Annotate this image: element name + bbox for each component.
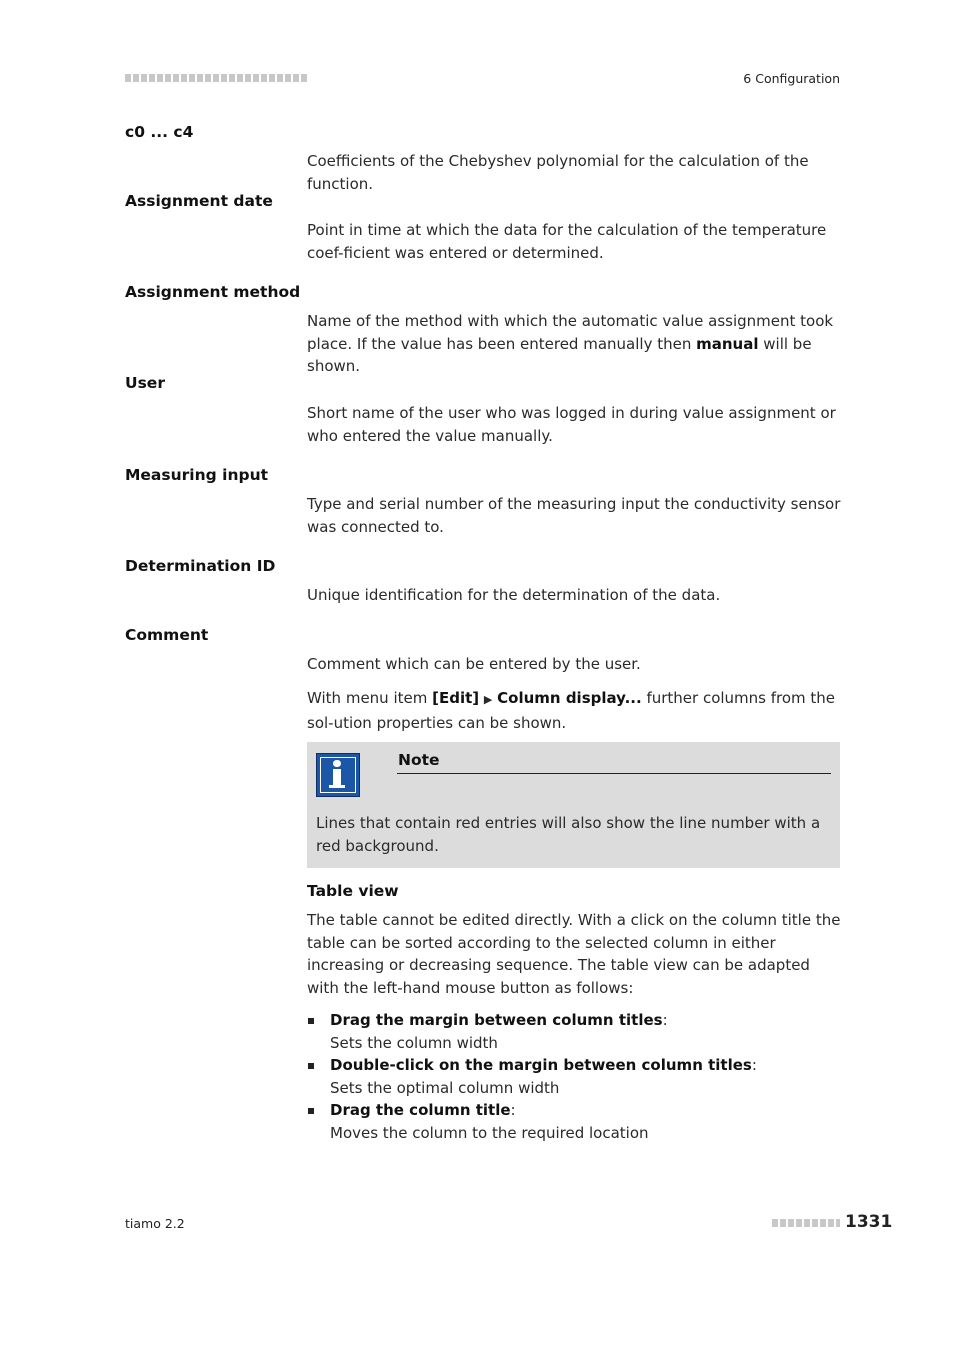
page-number: 1331 — [845, 1212, 893, 1232]
term-measuring-input: Measuring input — [125, 466, 269, 484]
bullet-icon — [308, 1063, 314, 1069]
bullet-icon — [308, 1018, 314, 1024]
table-view-heading: Table view — [307, 882, 399, 900]
term-comment: Comment — [125, 626, 209, 644]
term-c0-c4: c0 ... c4 — [125, 123, 194, 141]
list-item: Drag the margin between column titles: Sets the column width — [307, 1009, 841, 1054]
menu-arrow-icon: ▶ — [483, 693, 493, 706]
footer-product: tiamo 2.2 — [125, 1216, 185, 1231]
menu-edit: [Edit] — [432, 689, 480, 707]
menu-path-paragraph: With menu item [Edit] ▶ Column display... further columns from the sol-ution properties can be shown. — [307, 689, 836, 732]
menu-column-display: Column display... — [497, 689, 642, 707]
chapter-title: 6 Configuration — [743, 71, 840, 86]
footer-decor-bar — [772, 1219, 840, 1227]
note-divider — [397, 773, 831, 774]
desc-c0-c4: Coefficients of the Chebyshev polynomial for the calculation of the function. — [307, 152, 809, 193]
term-user: User — [125, 374, 165, 392]
table-view-text: The table cannot be edited directly. With a click on the column title the table can be sorted according to the selected column in either increasing or decreasing sequence. The table view can be adapted with the left-hand mouse button as follows: — [307, 911, 841, 997]
desc-measuring-input: Type and serial number of the measuring input the conductivity sensor was connected to. — [307, 495, 841, 536]
desc-comment: Comment which can be entered by the user. — [307, 655, 641, 673]
desc-assignment-date: Point in time at which the data for the calculation of the temperature coef-ficient was entered or determined. — [307, 221, 827, 262]
note-text: Lines that contain red entries will also show the line number with a red background. — [316, 814, 821, 855]
table-view-bullets — [307, 1009, 841, 1144]
list-item: Double-click on the margin between column titles: Sets the optimal column width — [307, 1054, 841, 1099]
header-decor-bar — [125, 74, 307, 82]
list-item: Drag the column title: Moves the column to the required location — [307, 1099, 841, 1144]
desc-user: Short name of the user who was logged in during value assignment or who entered the value manually. — [307, 404, 836, 445]
desc-assignment-method: Name of the method with which the automatic value assignment took place. If the value has been entered manually then manual will be shown. — [307, 312, 834, 375]
desc-determination-id: Unique identification for the determination of the data. — [307, 586, 721, 604]
term-determination-id: Determination ID — [125, 557, 276, 575]
term-assignment-method: Assignment method — [125, 283, 301, 301]
manual-keyword: manual — [696, 334, 759, 353]
note-title: Note — [398, 751, 440, 769]
term-assignment-date: Assignment date — [125, 192, 273, 210]
info-icon — [316, 753, 360, 797]
bullet-icon — [308, 1108, 314, 1114]
